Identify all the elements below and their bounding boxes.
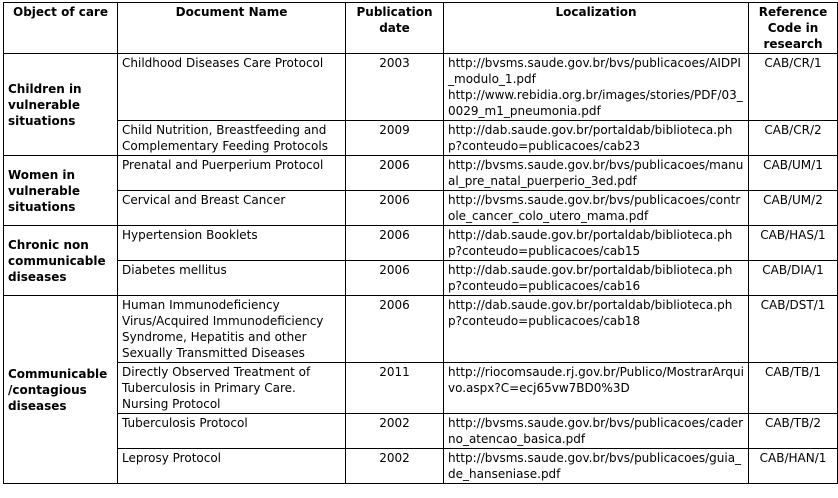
document-name-cell: Childhood Diseases Care Protocol [118,54,346,121]
reference-code-cell: CAB/UM/1 [749,156,838,191]
table-row [4,296,838,363]
header-reference: Reference Code in research [749,3,838,54]
publication-date-cell: 2006 [346,261,444,296]
document-name-cell: Leprosy Protocol [118,449,346,484]
table-body [4,54,838,484]
document-name-cell: Diabetes mellitus [118,261,346,296]
document-name-cell: Hypertension Booklets [118,226,346,261]
reference-code-cell: CAB/DST/1 [749,296,838,363]
localization-url[interactable]: http://dab.saude.gov.br/portaldab/biblioteca.php?conteudo=publicacoes/cab16 [448,263,733,293]
header-document: Document Name [118,3,346,54]
localization-cell [444,191,749,226]
document-name-cell: Directly Observed Treatment of Tuberculosis in Primary Care. Nursing Protocol [118,363,346,414]
reference-code-cell: CAB/CR/2 [749,121,838,156]
publication-date-cell: 2006 [346,191,444,226]
localization-url[interactable]: http://bvsms.saude.gov.br/bvs/publicacoes/controle_cancer_colo_utero_mama.pdf [448,193,741,223]
localization-url[interactable]: http://dab.saude.gov.br/portaldab/biblioteca.php?conteudo=publicacoes/cab23 [448,123,733,153]
publication-date-cell: 2011 [346,363,444,414]
localization-url[interactable]: http://dab.saude.gov.br/portaldab/biblioteca.php?conteudo=publicacoes/cab15 [448,228,733,258]
table-row [4,226,838,261]
localization-cell [444,296,749,363]
header-localization: Localization [444,3,749,54]
localization-url[interactable]: http://bvsms.saude.gov.br/bvs/publicacoes/caderno_atencao_basica.pdf [448,416,744,446]
localization-cell [444,414,749,449]
localization-url[interactable]: http://bvsms.saude.gov.br/bvs/publicacoes/manual_pre_natal_puerperio_3ed.pdf [448,158,744,188]
localization-cell [444,449,749,484]
document-name-cell: Tuberculosis Protocol [118,414,346,449]
document-name-cell: Human Immunodeficiency Virus/Acquired Immunodeficiency Syndrome, Hepatitis and other Sexually Transmitted Diseases [118,296,346,363]
localization-url[interactable]: http://www.rebidia.org.br/images/stories/PDF/03_0029_m1_pneumonia.pdf [448,88,743,118]
reference-code-cell: CAB/TB/2 [749,414,838,449]
localization-cell [444,363,749,414]
table-row [4,363,838,414]
localization-cell [444,121,749,156]
reference-code-cell: CAB/TB/1 [749,363,838,414]
table-row [4,156,838,191]
reference-code-cell: CAB/HAS/1 [749,226,838,261]
publication-date-cell: 2006 [346,296,444,363]
localization-cell [444,54,749,121]
table-row [4,54,838,121]
table-row [4,121,838,156]
localization-cell [444,226,749,261]
localization-url[interactable]: http://bvsms.saude.gov.br/bvs/publicacoes/guia_de_hanseniase.pdf [448,451,742,481]
table-row [4,191,838,226]
localization-url[interactable]: http://dab.saude.gov.br/portaldab/biblioteca.php?conteudo=publicacoes/cab18 [448,298,733,328]
publication-date-cell: 2002 [346,449,444,484]
header-date: Publication date [346,3,444,54]
document-name-cell: Child Nutrition, Breastfeeding and Complementary Feeding Protocols [118,121,346,156]
publication-date-cell: 2006 [346,156,444,191]
protocol-table [3,2,838,484]
document-name-cell: Prenatal and Puerperium Protocol [118,156,346,191]
table-row [4,449,838,484]
object-of-care-cell: Chronic non communicable diseases [4,226,118,296]
header-object: Object of care [4,3,118,54]
reference-code-cell: CAB/UM/2 [749,191,838,226]
publication-date-cell: 2009 [346,121,444,156]
document-name-cell: Cervical and Breast Cancer [118,191,346,226]
table-row [4,261,838,296]
publication-date-cell: 2006 [346,226,444,261]
localization-cell [444,156,749,191]
table-row [4,414,838,449]
reference-code-cell: CAB/HAN/1 [749,449,838,484]
object-of-care-cell: Communicable /contagious diseases [4,296,118,484]
object-of-care-cell: Children in vulnerable situations [4,54,118,156]
publication-date-cell: 2003 [346,54,444,121]
localization-url[interactable]: http://riocomsaude.rj.gov.br/Publico/MostrarArquivo.aspx?C=ecj65vw7BD0%3D [448,365,744,395]
object-of-care-cell: Women in vulnerable situations [4,156,118,226]
reference-code-cell: CAB/DIA/1 [749,261,838,296]
publication-date-cell: 2002 [346,414,444,449]
reference-code-cell: CAB/CR/1 [749,54,838,121]
localization-url[interactable]: http://bvsms.saude.gov.br/bvs/publicacoes/AIDPI_modulo_1.pdf [448,56,741,86]
localization-cell [444,261,749,296]
header-row [4,3,838,54]
